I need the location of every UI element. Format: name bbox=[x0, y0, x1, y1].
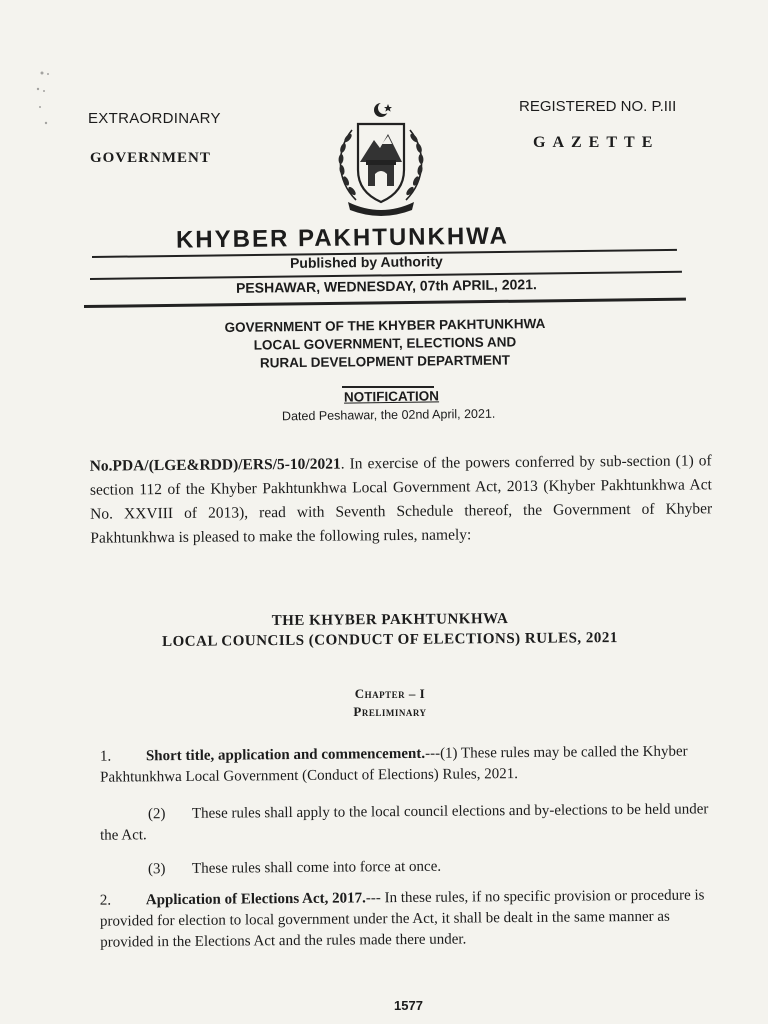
rules-title-line-1: THE KHYBER PAKHTUNKHWA bbox=[271, 610, 509, 630]
section-2 bbox=[100, 885, 716, 953]
notification-paragraph bbox=[90, 449, 713, 550]
notification-rule bbox=[342, 386, 434, 388]
subsection-3 bbox=[100, 854, 715, 880]
header-extraordinary: EXTRAORDINARY bbox=[88, 110, 221, 127]
gazette-dateline: PESHAWAR, WEDNESDAY, 07th APRIL, 2021. bbox=[235, 276, 537, 296]
department-line-2: LOCAL GOVERNMENT, ELECTIONS AND bbox=[253, 334, 517, 353]
page-number: 1577 bbox=[394, 998, 423, 1013]
published-by-authority: Published by Authority bbox=[289, 253, 443, 271]
chapter-name: Preliminary bbox=[353, 704, 427, 719]
header-gazette: GAZETTE bbox=[533, 134, 660, 151]
section-2-number: 2. bbox=[99, 892, 112, 909]
rules-title-line-2: LOCAL COUNCILS (CONDUCT OF ELECTIONS) RULES, 2021 bbox=[162, 630, 618, 650]
department-line-3: RURAL DEVELOPMENT DEPARTMENT bbox=[259, 352, 511, 371]
subsection-2-text: These rules shall apply to the local council elections and by-elections to be held under the Act. bbox=[100, 801, 709, 844]
gazette-title: KHYBER PAKHTUNKHWA bbox=[175, 222, 510, 254]
subsection-3-text: These rules shall come into force at once. bbox=[191, 858, 442, 877]
section-2-heading: Application of Elections Act, 2017. bbox=[145, 890, 366, 909]
provincial-emblem-icon bbox=[322, 100, 440, 220]
section-1-heading: Short title, application and commencement. bbox=[145, 745, 426, 765]
subsection-2-number: (2) bbox=[147, 806, 166, 823]
section-1 bbox=[100, 741, 715, 788]
section-1-text: ---(1) These rules may be called the Khyber Pakhtunkhwa Local Government (Conduct of Elections) Rules, 2021. bbox=[100, 743, 688, 786]
subsection-2 bbox=[100, 799, 715, 846]
header-registered-no: REGISTERED NO. P.III bbox=[519, 98, 677, 115]
subsection-3-number: (3) bbox=[147, 861, 166, 878]
scan-smudge bbox=[30, 65, 58, 135]
notification-dated: Dated Peshawar, the 02nd April, 2021. bbox=[281, 406, 496, 424]
masthead-rule-3 bbox=[84, 298, 686, 308]
section-2-text: --- In these rules, if no specific provision or procedure is provided for election to local government under the Act, it shall be dealt in the same manner as provided in the Elections Act and the rules made there under. bbox=[99, 887, 705, 951]
section-1-number: 1. bbox=[99, 748, 112, 765]
notification-reference: No.PDA/(LGE&RDD)/ERS/5-10/2021 bbox=[89, 455, 341, 475]
chapter-number: Chapter – I bbox=[354, 686, 426, 701]
notification-body: . In exercise of the powers conferred by sub-section (1) of section 112 of the Khyber Pakhtunkhwa Local Government Act, 2013 (Khyber Pakhtunkhwa Act No. XXVIII of 2013), read with Seventh Schedule thereof, the Government of Khyber Pakhtunkhwa is pleased to make the following rules, namely: bbox=[89, 452, 713, 547]
notification-heading: NOTIFICATION bbox=[343, 388, 440, 405]
header-government: GOVERNMENT bbox=[90, 150, 211, 166]
department-line-1: GOVERNMENT OF THE KHYBER PAKHTUNKHWA bbox=[224, 316, 546, 335]
